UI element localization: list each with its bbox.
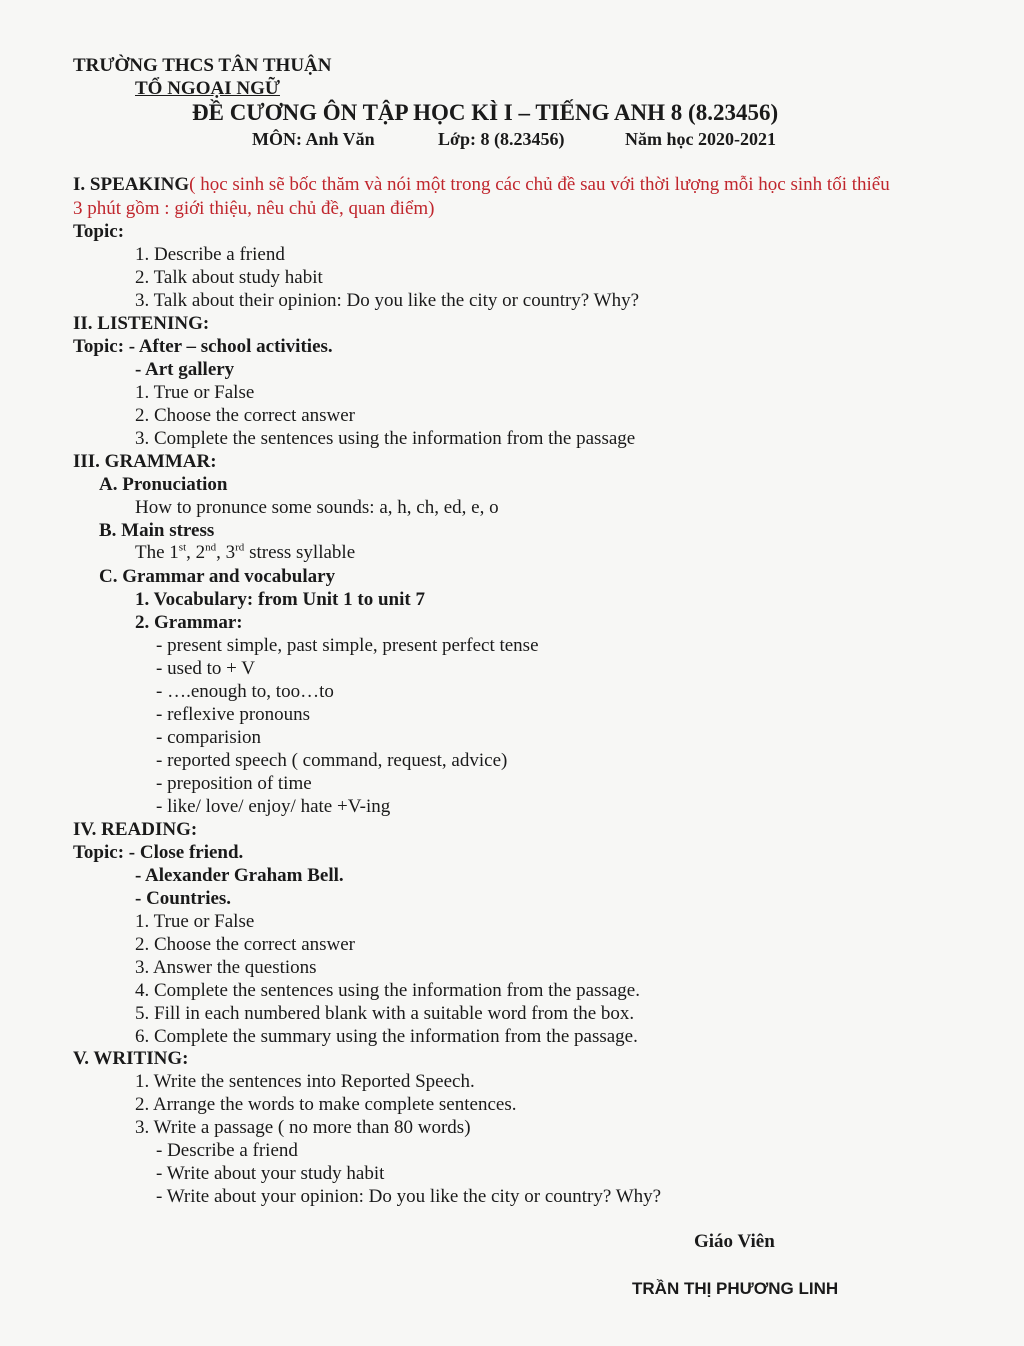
list-item: 2. Choose the correct answer: [135, 934, 356, 955]
grammar-point: - present simple, past simple, present perfect tense: [156, 635, 539, 656]
reading-topic-label: Topic:: [73, 842, 125, 863]
ordinal-suffix: st: [178, 541, 187, 554]
list-item: 4. Complete the sentences using the information from the passage.: [135, 980, 640, 1001]
document-title: ĐỀ CƯƠNG ÔN TẬP HỌC KÌ I – TIẾNG ANH 8 (8.23456): [192, 100, 779, 125]
main-stress-text: [135, 541, 355, 564]
list-item: 3. Answer the questions: [135, 957, 317, 978]
list-item: 1. True or False: [135, 382, 255, 403]
list-item: 5. Fill in each numbered blank with a suitable word from the box.: [135, 1003, 635, 1024]
listening-heading: II. LISTENING:: [73, 313, 210, 334]
pronunciation-text: How to pronunce some sounds: a, h, ch, ed, e, o: [135, 497, 499, 518]
grammar-point: - ….enough to, too…to: [156, 681, 334, 702]
grammar-point: - preposition of time: [156, 773, 312, 794]
reading-topic-1: - Close friend.: [128, 842, 244, 863]
stress-text-part: The 1: [135, 542, 179, 563]
reading-topic-line: [73, 841, 243, 864]
subject-label: MÔN: Anh Văn: [252, 129, 375, 149]
list-item: 2. Arrange the words to make complete sentences.: [135, 1094, 517, 1115]
speaking-topic-label: Topic:: [73, 221, 125, 242]
speaking-heading: I. SPEAKING: [73, 174, 190, 195]
list-item: 3. Talk about their opinion: Do you like the city or country? Why?: [135, 290, 640, 311]
list-item: 1. Describe a friend: [135, 244, 285, 265]
grade-label: Lớp: 8 (8.23456): [438, 129, 565, 149]
grammar-point: - reflexive pronouns: [156, 704, 311, 725]
vocabulary-label: 1. Vocabulary: from Unit 1 to unit 7: [135, 589, 425, 610]
list-item: 2. Choose the correct answer: [135, 405, 356, 426]
listening-topic-line: [73, 335, 333, 358]
grammar-point: - comparision: [156, 727, 262, 748]
signature-role: Giáo Viên: [694, 1231, 775, 1252]
list-item: 1. Write the sentences into Reported Speech.: [135, 1071, 475, 1092]
speaking-heading-line: [73, 173, 890, 196]
list-item: 3. Write a passage ( no more than 80 words): [135, 1117, 471, 1138]
stress-text-part: stress syllable: [244, 542, 356, 563]
grammar-point: - used to + V: [156, 658, 256, 679]
listening-topic-1: - After – school activities.: [128, 336, 333, 357]
writing-subitem: - Write about your study habit: [156, 1163, 385, 1184]
ordinal-suffix: rd: [235, 541, 245, 554]
grammar-sub-label: 2. Grammar:: [135, 612, 243, 633]
signature-name: TRẦN THỊ PHƯƠNG LINH: [632, 1279, 839, 1298]
stress-text-part: , 3: [216, 542, 236, 563]
pronunciation-label: A. Pronuciation: [99, 474, 228, 495]
main-stress-label: B. Main stress: [99, 520, 215, 541]
listening-topic-2: - Art gallery: [135, 359, 235, 380]
department-name: TỔ NGOẠI NGỮ: [135, 78, 280, 99]
grammar-vocab-label: C. Grammar and vocabulary: [99, 566, 336, 587]
reading-topic-2: - Alexander Graham Bell.: [135, 865, 344, 886]
list-item: 2. Talk about study habit: [135, 267, 323, 288]
speaking-note: ( học sinh sẽ bốc thăm và nói một trong các chủ đề sau với thời lượng mỗi học sinh tối thiểu: [189, 174, 890, 195]
reading-topic-3: - Countries.: [135, 888, 232, 909]
list-item: 1. True or False: [135, 911, 255, 932]
writing-heading: V. WRITING:: [73, 1048, 189, 1069]
school-name: TRƯỜNG THCS TÂN THUẬN: [73, 55, 332, 76]
grammar-point: - like/ love/ enjoy/ hate +V-ing: [156, 796, 391, 817]
grammar-point: - reported speech ( command, request, advice): [156, 750, 508, 771]
writing-subitem: - Write about your opinion: Do you like the city or country? Why?: [156, 1186, 662, 1207]
stress-text-part: , 2: [186, 542, 206, 563]
grammar-heading: III. GRAMMAR:: [73, 451, 217, 472]
school-year: Năm học 2020-2021: [625, 129, 776, 149]
ordinal-suffix: nd: [205, 541, 217, 554]
reading-heading: IV. READING:: [73, 819, 198, 840]
list-item: 3. Complete the sentences using the information from the passage: [135, 428, 636, 449]
list-item: 6. Complete the summary using the information from the passage.: [135, 1026, 638, 1047]
writing-subitem: - Describe a friend: [156, 1140, 298, 1161]
speaking-note-cont: 3 phút gồm : giới thiệu, nêu chủ đề, quan điểm): [73, 198, 435, 219]
listening-topic-label: Topic:: [73, 336, 125, 357]
